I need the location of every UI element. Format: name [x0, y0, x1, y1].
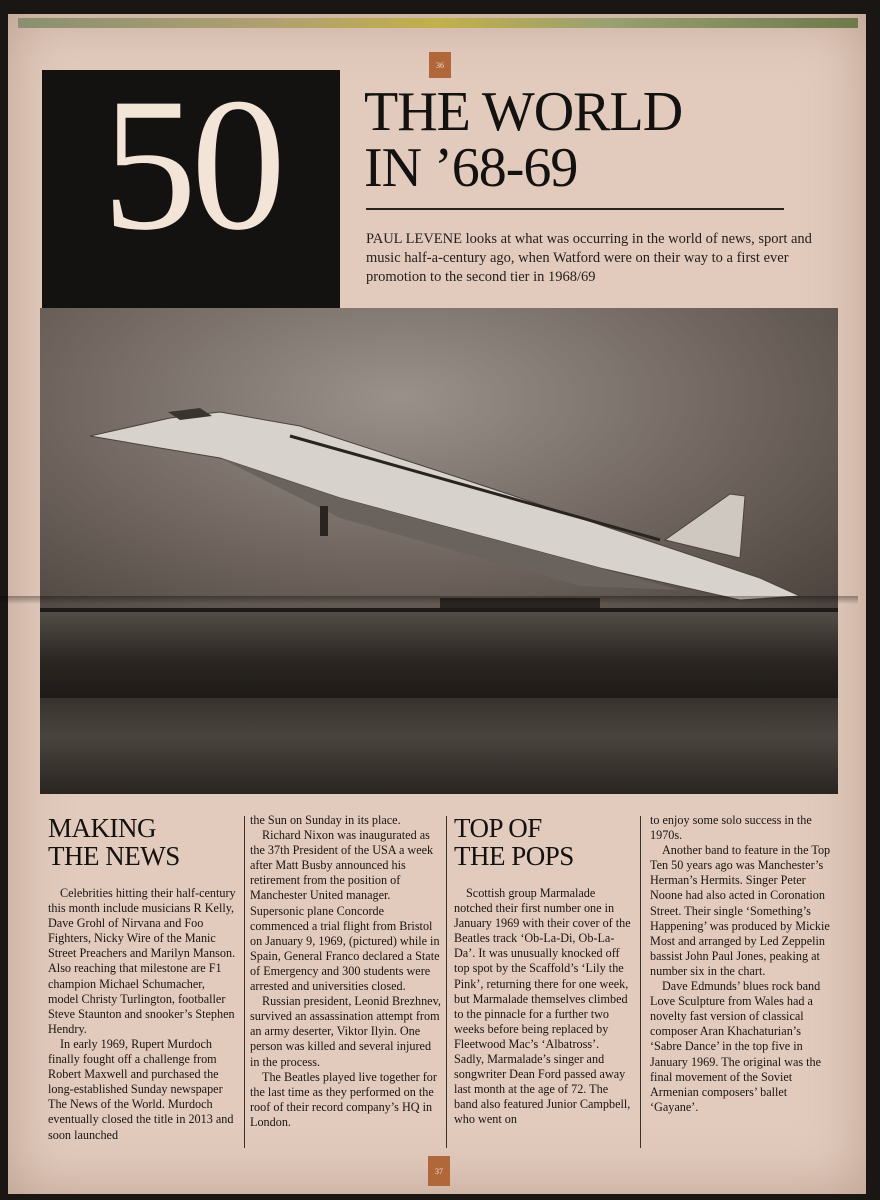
paragraph: Richard Nixon was inaugurated as the 37th President of the USA a week after Matt Busby announced his retirement from the position of Manchester United manager. Supersonic plane Concorde commenced a trial flight from Bristol on January 9, 1969, (pictured) while in Spain, General Franco declared a State of Emergency and 300 students were arrested and universities closed. [250, 828, 440, 994]
page-number-bottom: 37 [428, 1156, 450, 1186]
column-divider [446, 816, 447, 1148]
news-heading-line-1: MAKING [48, 813, 156, 843]
page-number-top: 36 [429, 52, 451, 78]
paragraph: Another band to feature in the Top Ten 50 years ago was Manchester’s Herman’s Hermits. Singer Peter Noone had also acted in Coronation Street. Their single ‘Something’s Happening’ was produced by Mickie Most and arranged by Led Zeppelin bassist John Paul Jones, peaking at number six in the chart. [650, 843, 831, 978]
headline-line-1: THE WORLD [364, 81, 683, 143]
news-heading [48, 814, 180, 870]
headline-line-2: IN ’68-69 [364, 137, 578, 199]
paragraph: Dave Edmunds’ blues rock band Love Sculpture from Wales had a novelty fast version of classical composer Aran Khachaturian’s ‘Sabre Dance’ in the top five in January 1969. The original was the final movement of the Soviet Armenian composers’ ballet ‘Gayane’. [650, 979, 822, 1114]
column-divider [244, 816, 245, 1148]
pops-heading-line-2: THE POPS [454, 841, 574, 871]
pops-column-1 [454, 886, 632, 1128]
spread-gutter [0, 596, 858, 604]
concorde-plane-icon [40, 308, 838, 794]
pops-column-2 [650, 813, 832, 1115]
badge-number: 50 [102, 60, 280, 270]
page-edge-strip [18, 18, 858, 28]
paragraph: Scottish group Marmalade notched their first number one in January 1969 with their cover of the Beatles track ‘Ob-La-Di, Ob-La-Da’. It was unusually knocked off top spot by the Scaffold’s ‘Lily the Pink’, returning there for one week, but Marmalade themselves climbed to the pinnacle for a further two weeks before being replaced by Fleetwood Mac’s ‘Albatross’. Sadly, Marmalade’s singer and songwriter Dean Ford passed away last month at the age of 72. The band also featured Junior Campbell, who went on [454, 886, 631, 1127]
paragraph: The Beatles played live together for the last time as they performed on the roof of their record company’s HQ in London. [250, 1069, 437, 1129]
paragraph: the Sun on Sunday in its place. [250, 813, 401, 827]
paragraph: Russian president, Leonid Brezhnev, survived an assassination attempt from an army deserter, Viktor Ilyin. One person was killed and several injured in the process. [250, 994, 441, 1069]
years-ago-badge [42, 60, 340, 310]
news-heading-line-2: THE NEWS [48, 841, 180, 871]
concorde-photo [40, 308, 838, 794]
news-column-2 [250, 813, 442, 1130]
paragraph: Celebrities hitting their half-century this month include musicians R Kelly, Dave Grohl of Nirvana and Foo Fighters, Nicky Wire of the Manic Street Preachers and Marilyn Manson. Also reaching that milestone are F1 champion Michael Schumacher, model Christy Turlington, footballer Steve Staunton and snooker’s Stephen Hendry. [48, 886, 236, 1036]
paragraph: to enjoy some solo success in the 1970s. [650, 813, 812, 843]
headline [364, 81, 824, 199]
column-divider [640, 816, 641, 1148]
standfirst: PAUL LEVENE looks at what was occurring in the world of news, sport and music half-a-century ago, when Watford were on their way to a first ever promotion to the second tier in 1968/69 [366, 231, 812, 285]
headline-rule [366, 208, 784, 210]
pops-heading-line-1: TOP OF [454, 813, 542, 843]
pops-heading [454, 814, 574, 870]
paragraph: In early 1969, Rupert Murdoch finally fought off a challenge from Robert Maxwell and purchased the long-established Sunday newspaper The News of the World. Murdoch eventually closed the title in 2013 and soon launched [48, 1036, 234, 1142]
news-column-1 [48, 886, 238, 1143]
